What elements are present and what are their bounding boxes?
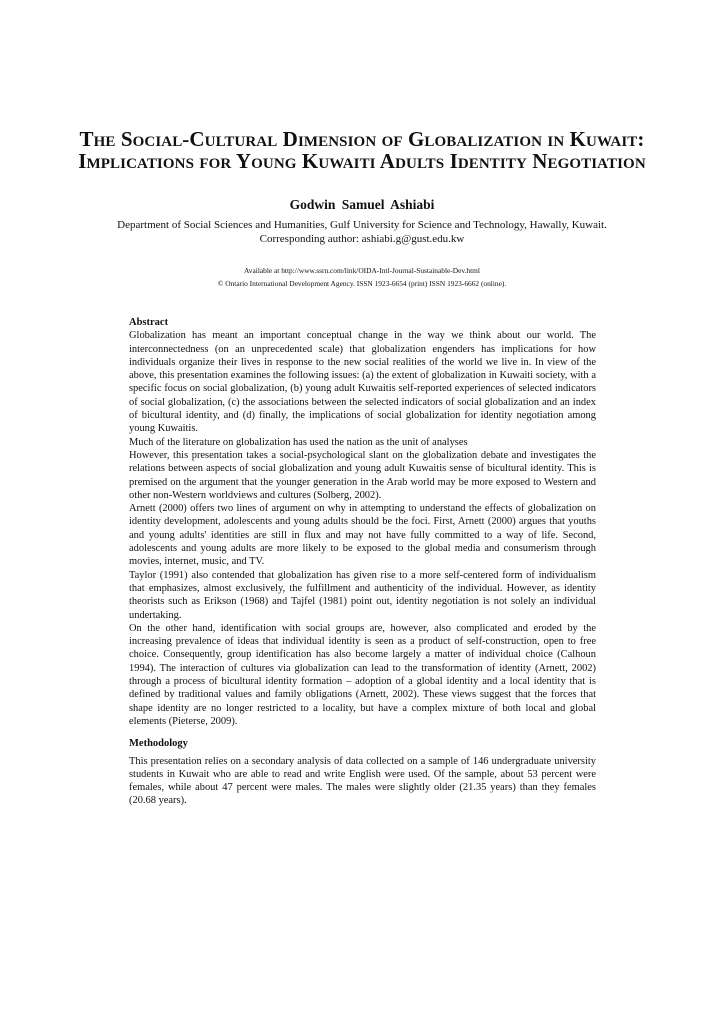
publication-info <box>0 264 724 290</box>
author-name: Godwin Samuel Ashiabi <box>289 197 435 212</box>
corresponding-author: Corresponding author: ashiabi.g@gust.edu.kw <box>259 233 465 245</box>
abstract-paragraph: Much of the literature on globalization has used the nation as the unit of analyses <box>129 436 468 448</box>
copyright-line: © Ontario International Development Agency. ISSN 1923-6654 (print) ISSN 1923-6662 (online). <box>217 279 507 288</box>
abstract-paragraph: On the other hand, identification with social groups are, however, also complicated and eroded by the increasing prevalence of ideas that individual identity is seen as a product of self-construction, open to free choice. Consequently, group identification has also become largely a matter of individual choice (Calhoun 1994). The interaction of cultures via globalization can lead to the transformation of identity (Arnett, 2002) through a process of bicultural identity formation – adoption of a global identity and a local identity that is defined by traditional values and family obligations (Arnett, 2002). These views suggest that the forces that shape identity are no longer restricted to a locality, but have a complex mixture of both local and global elements (Pieterse, 2009). <box>129 622 596 727</box>
author-affiliation-block <box>20 218 704 246</box>
abstract-heading: Abstract <box>129 317 169 328</box>
abstract-paragraph: Arnett (2000) offers two lines of argument on why in attempting to understand the effects of globalization on identity development, adolescents and young adults should be the foci. First, Arnett (2000) argues that youths and young adults' identities are still in flux and may not have fully committed to a way of life. Second, adolescents and young adults are more likely to be exposed to the global media and consumerism through movies, internet, music, and TV. <box>129 503 596 568</box>
abstract-paragraph: However, this presentation takes a social-psychological slant on the globalization debate and investigates the relations between aspects of social globalization and young adult Kuwaitis sense of bicultural identity. This is premised on the argument that the younger generation in the Arab world may be more exposed to Western and other non-Western worldviews and cultures (Solberg, 2002). <box>129 449 596 501</box>
paper-body <box>129 316 596 808</box>
availability-line: Available at http://www.ssrn.com/link/OIDA-Intl-Journal-Sustainable-Dev.html <box>244 266 480 275</box>
methodology-heading: Methodology <box>129 738 188 750</box>
paper-title: The Social-Cultural Dimension of Globalization in Kuwait: Implications for Young Kuwaiti Adults Identity Negotiation <box>78 127 646 173</box>
abstract-paragraph: Globalization has meant an important conceptual change in the way we think about our world. The interconnectedness (on an unprecedented scale) that globalization engenders has implications for how individuals organize their lives in response to the new social realities of the world we live in. In view of the above, this presentation examines the following issues: (a) the extent of globalization in Kuwaiti society, with a specific focus on social globalization, (b) young adult Kuwaitis self-reported experiences of selected indicators of social globalization, (c) the associations between the selected indicators of social globalization and an index of bicultural identity, and (d) finally, the implications of social globalization for identity negotiation among young Kuwaitis. <box>129 330 596 435</box>
affiliation: Department of Social Sciences and Humanities, Gulf University for Science and Technology, Hawally, Kuwait. <box>117 219 607 231</box>
methodology-paragraph: This presentation relies on a secondary analysis of data collected on a sample of 146 undergraduate university students in Kuwait who are able to read and write English were used. Of the sample, about 53 percent were females, while about 47 percent were males. The males were slightly older (21.35 years) than they females (20.68 years). <box>129 755 596 807</box>
abstract-paragraph: Taylor (1991) also contended that globalization has given rise to a more self-centered form of individualism that emphasizes, almost exclusively, the fulfillment and authenticity of the individual. However, as identity theorists such as Erikson (1968) and Tajfel (1981) point out, identity negotiation is not solely an individual undertaking. <box>129 569 596 621</box>
